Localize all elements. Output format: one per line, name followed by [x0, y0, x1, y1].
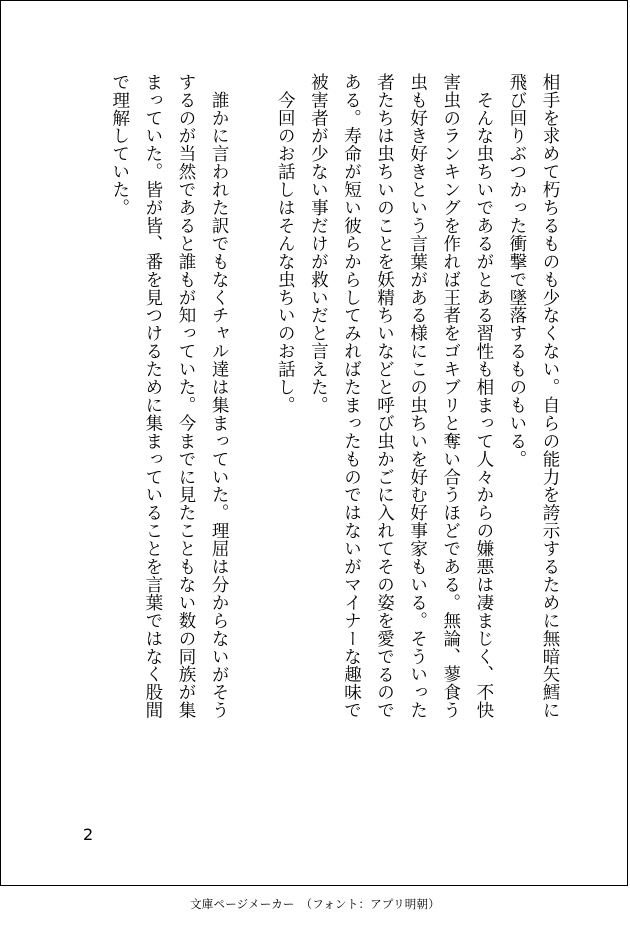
page-number: 2: [83, 825, 94, 844]
paragraph-3: 今回のお話しはそんな虫ちいのお話し。: [275, 73, 296, 415]
paragraph-2: そんな虫ちいであるがとある習性も相まって人々からの嫌悪は凄まじく、不快 害虫のランキングを作れば王者をゴキブリと奪い合うほどである。無論、蓼食う 虫も好き好きという言葉がある様にこの虫ちいを好む好事家もいる。そういった 者たちは虫ちいのことを妖精ちいなどと呼び虫かごに入れてその姿を愛でるので ある。寿命が短い彼らからしてみればたまったものではないがマイナーな趣味で 被害者が少ない事だけが救いだと言えた。: [308, 73, 494, 720]
vertical-body-text: [103, 73, 566, 823]
blank-line: [235, 73, 268, 823]
paragraph-1: 相手を求めて朽ちるものも少なくない。自らの能力を誇示するために無暗矢鱈に 飛び回りぶつかった衝撃で墜落するものもいる。: [506, 73, 560, 720]
paragraph-4: 誰かに言われた訳でもなくチャル達は集まっていた。理屈は分からないがそう するのが当然であると誰もが知っていた。今までに見たこともない数の同族が集 まっていた。皆が皆、番を見つけるために集まっていることを言葉ではなく股間 で理解していた。: [109, 73, 230, 720]
footer-caption: 文庫ページメーカー （フォント：アプリ明朝）: [190, 897, 440, 911]
